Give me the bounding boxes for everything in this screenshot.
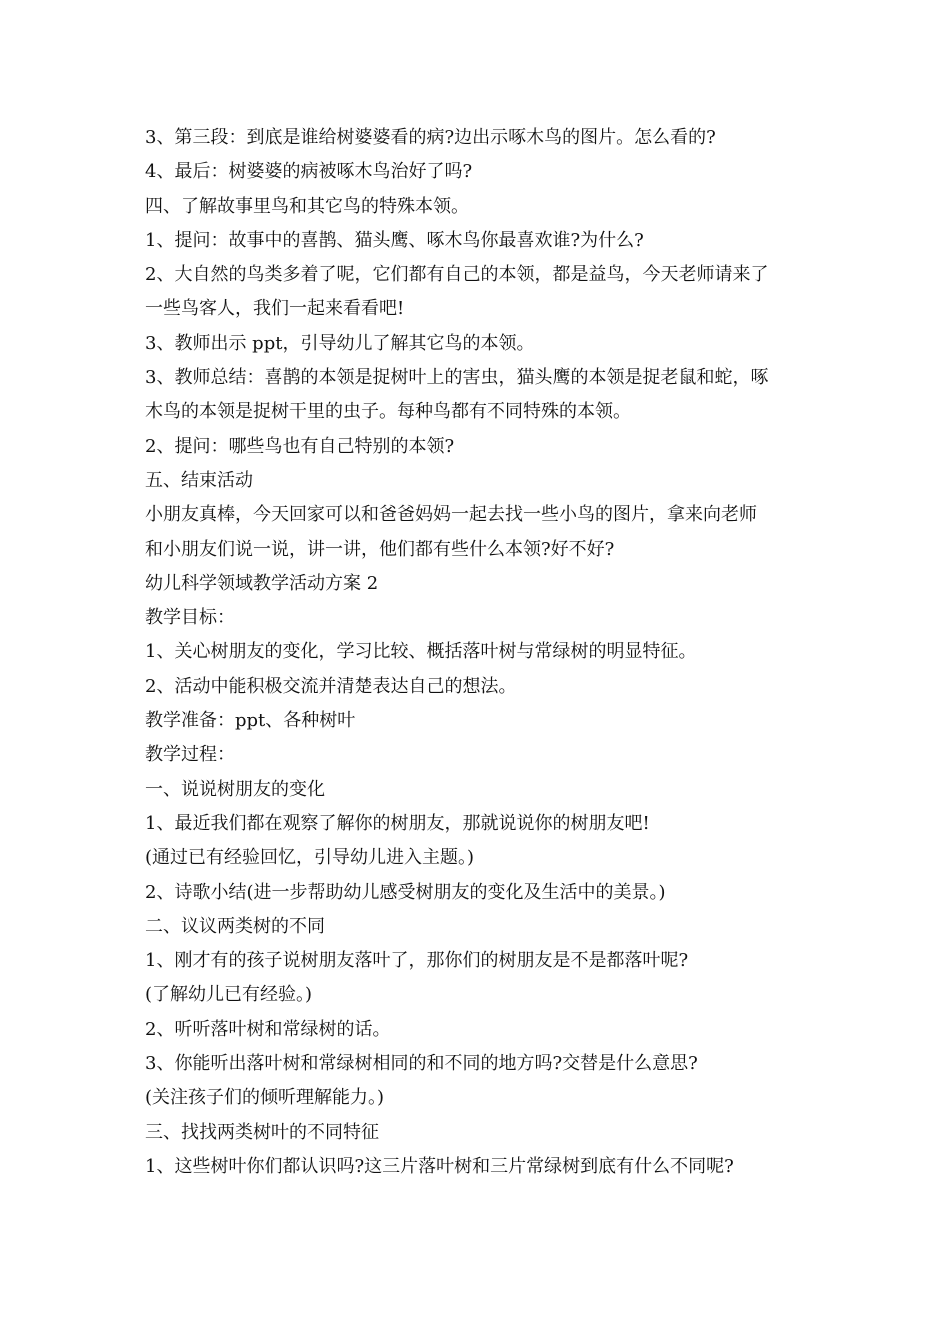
text-line: 4、最后：树婆婆的病被啄木鸟治好了吗? (145, 161, 473, 183)
text-line: 木鸟的本领是捉树干里的虫子。每种鸟都有不同特殊的本领。 (145, 401, 631, 423)
text-line: 3、教师总结：喜鹊的本领是捉树叶上的害虫，猫头鹰的本领是捉老鼠和蛇，啄 (145, 367, 769, 389)
text-line: 2、提问：哪些鸟也有自己特别的本领? (145, 435, 455, 457)
section-label: 教学准备：ppt、各种树叶 (145, 710, 356, 732)
text-line: 3、你能听出落叶树和常绿树相同的和不同的地方吗?交替是什么意思? (145, 1053, 698, 1075)
section-heading: 二、议议两类树的不同 (145, 915, 325, 937)
text-line: 1、这些树叶你们都认识吗?这三片落叶树和三片常绿树到底有什么不同呢? (145, 1155, 734, 1177)
text-line: 和小朋友们说一说，讲一讲，他们都有些什么本领?好不好? (145, 538, 615, 560)
document-body (145, 121, 815, 1184)
document-title: 幼儿科学领域教学活动方案 2 (145, 572, 379, 594)
text-line: 3、第三段：到底是谁给树婆婆看的病?边出示啄木鸟的图片。怎么看的? (145, 127, 716, 148)
text-line: (了解幼儿已有经验。) (145, 984, 313, 1006)
text-line: 小朋友真棒，今天回家可以和爸爸妈妈一起去找一些小鸟的图片，拿来向老师 (145, 504, 757, 526)
text-line: 2、活动中能积极交流并清楚表达自己的想法。 (145, 675, 517, 697)
text-line: 1、关心树朋友的变化，学习比较、概括落叶树与常绿树的明显特征。 (145, 641, 697, 663)
text-line: 1、刚才有的孩子说树朋友落叶了，那你们的树朋友是不是都落叶呢? (145, 950, 689, 972)
text-line: 2、大自然的鸟类多着了呢，它们都有自己的本领，都是益鸟，今天老师请来了 (145, 264, 769, 286)
section-heading: 四、了解故事里鸟和其它鸟的特殊本领。 (145, 195, 469, 217)
text-line: 1、最近我们都在观察了解你的树朋友，那就说说你的树朋友吧! (145, 812, 650, 834)
section-label: 教学目标： (145, 607, 235, 629)
text-line: 一些鸟客人，我们一起来看看吧! (145, 298, 405, 320)
text-line: 1、提问：故事中的喜鹊、猫头鹰、啄木鸟你最喜欢谁?为什么? (145, 229, 644, 251)
text-line: 2、听听落叶树和常绿树的话。 (145, 1018, 391, 1040)
text-line: 3、教师出示 ppt，引导幼儿了解其它鸟的本领。 (145, 332, 535, 354)
section-heading: 三、找找两类树叶的不同特征 (145, 1121, 379, 1143)
text-line: 2、诗歌小结(进一步帮助幼儿感受树朋友的变化及生活中的美景。) (145, 881, 666, 903)
section-label: 教学过程： (145, 744, 235, 766)
text-line: (关注孩子们的倾听理解能力。) (145, 1087, 385, 1109)
section-heading: 一、说说树朋友的变化 (145, 778, 325, 800)
section-heading: 五、结束活动 (145, 469, 253, 491)
text-line: (通过已有经验回忆，引导幼儿进入主题。) (145, 847, 475, 869)
